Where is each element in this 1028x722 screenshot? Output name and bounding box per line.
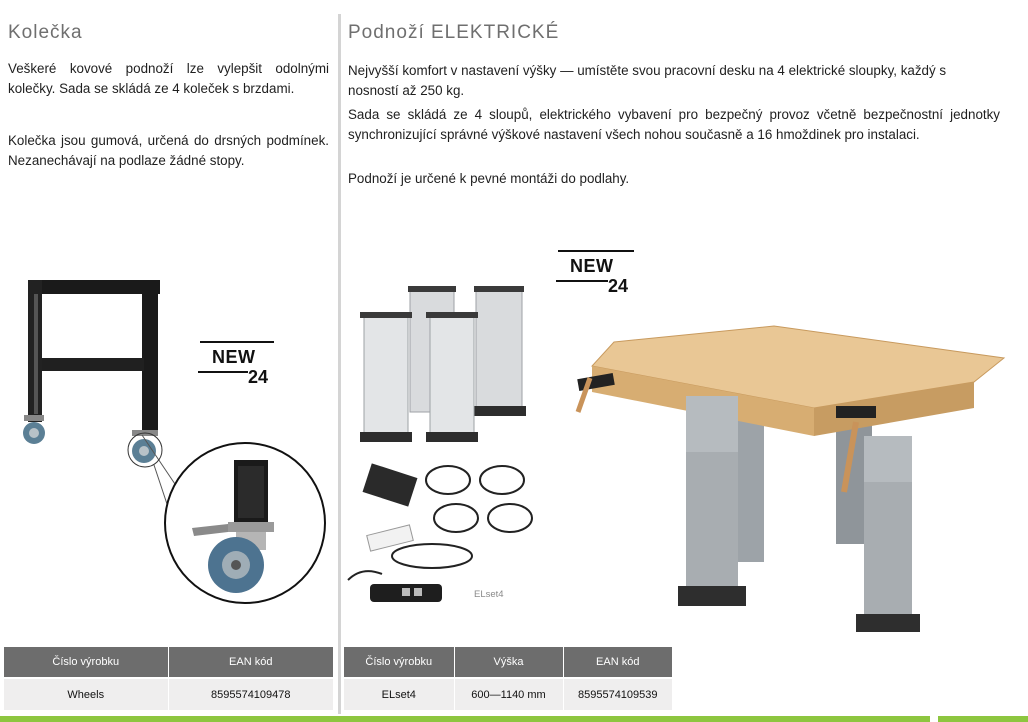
wheels-title: Kolečka — [8, 22, 83, 43]
wheels-description-1: Veškeré kovové podnoží lze vylepšit odolnými kolečky. Sada se skládá ze 4 koleček s brzdami. — [8, 61, 329, 96]
new-24-badge — [198, 341, 278, 389]
electric-base-title: Podnoží ELEKTRICKÉ — [348, 22, 560, 43]
badge-year-label: 24 — [248, 367, 269, 387]
wheels-description-2: Kolečka jsou gumová, určená do drsných podmínek. Nezanechávají na podlaze žádné stopy. — [8, 133, 329, 168]
footer-accent-line-right — [938, 716, 1028, 722]
workbench-electric-legs-image — [574, 322, 1014, 642]
electric-base-section — [342, 0, 1028, 722]
table-cell: 600—1140 mm — [454, 678, 563, 710]
frame-with-wheels-image — [14, 270, 334, 610]
wheels-section — [0, 0, 338, 722]
table-header-row — [344, 647, 672, 678]
column-header: EAN kód — [168, 647, 333, 678]
table-cell: 8595574109539 — [563, 678, 672, 710]
electric-base-description-1: Nejvyšší komfort v nastavení výšky — umístěte svou pracovní desku na 4 elektrické sloupky, každý s nosností až 250 kg. — [348, 63, 947, 98]
wheels-spec-table — [4, 647, 333, 710]
badge-new-label: NEW — [212, 347, 256, 367]
table-row — [344, 678, 672, 710]
table-cell: Wheels — [4, 678, 168, 710]
column-header: Číslo výrobku — [4, 647, 168, 678]
new-24-badge — [556, 250, 636, 298]
kit-caption: ELset4 — [474, 589, 504, 600]
column-header: Výška — [454, 647, 563, 678]
electric-columns-kit-image — [342, 280, 542, 610]
column-header: EAN kód — [563, 647, 672, 678]
footer-accent-line-left — [0, 716, 930, 722]
table-row — [4, 678, 333, 710]
column-header: Číslo výrobku — [344, 647, 454, 678]
badge-year-label: 24 — [608, 276, 629, 296]
electric-base-description-3: Podnoží je určené k pevné montáži do podlahy. — [348, 171, 630, 186]
table-header-row — [4, 647, 333, 678]
table-cell: ELset4 — [344, 678, 454, 710]
electric-base-spec-table — [344, 647, 672, 710]
badge-new-label: NEW — [570, 256, 614, 276]
column-divider — [338, 14, 341, 714]
electric-base-description-2: Sada se skládá ze 4 sloupů, elektrického vybavení pro bezpečný provoz včetně bezpečnostní jednotky synchronizující správné výškové nastavení všech nohou současně a 16 hmoždinek pro instalaci. — [348, 107, 1000, 142]
table-cell: 8595574109478 — [168, 678, 333, 710]
